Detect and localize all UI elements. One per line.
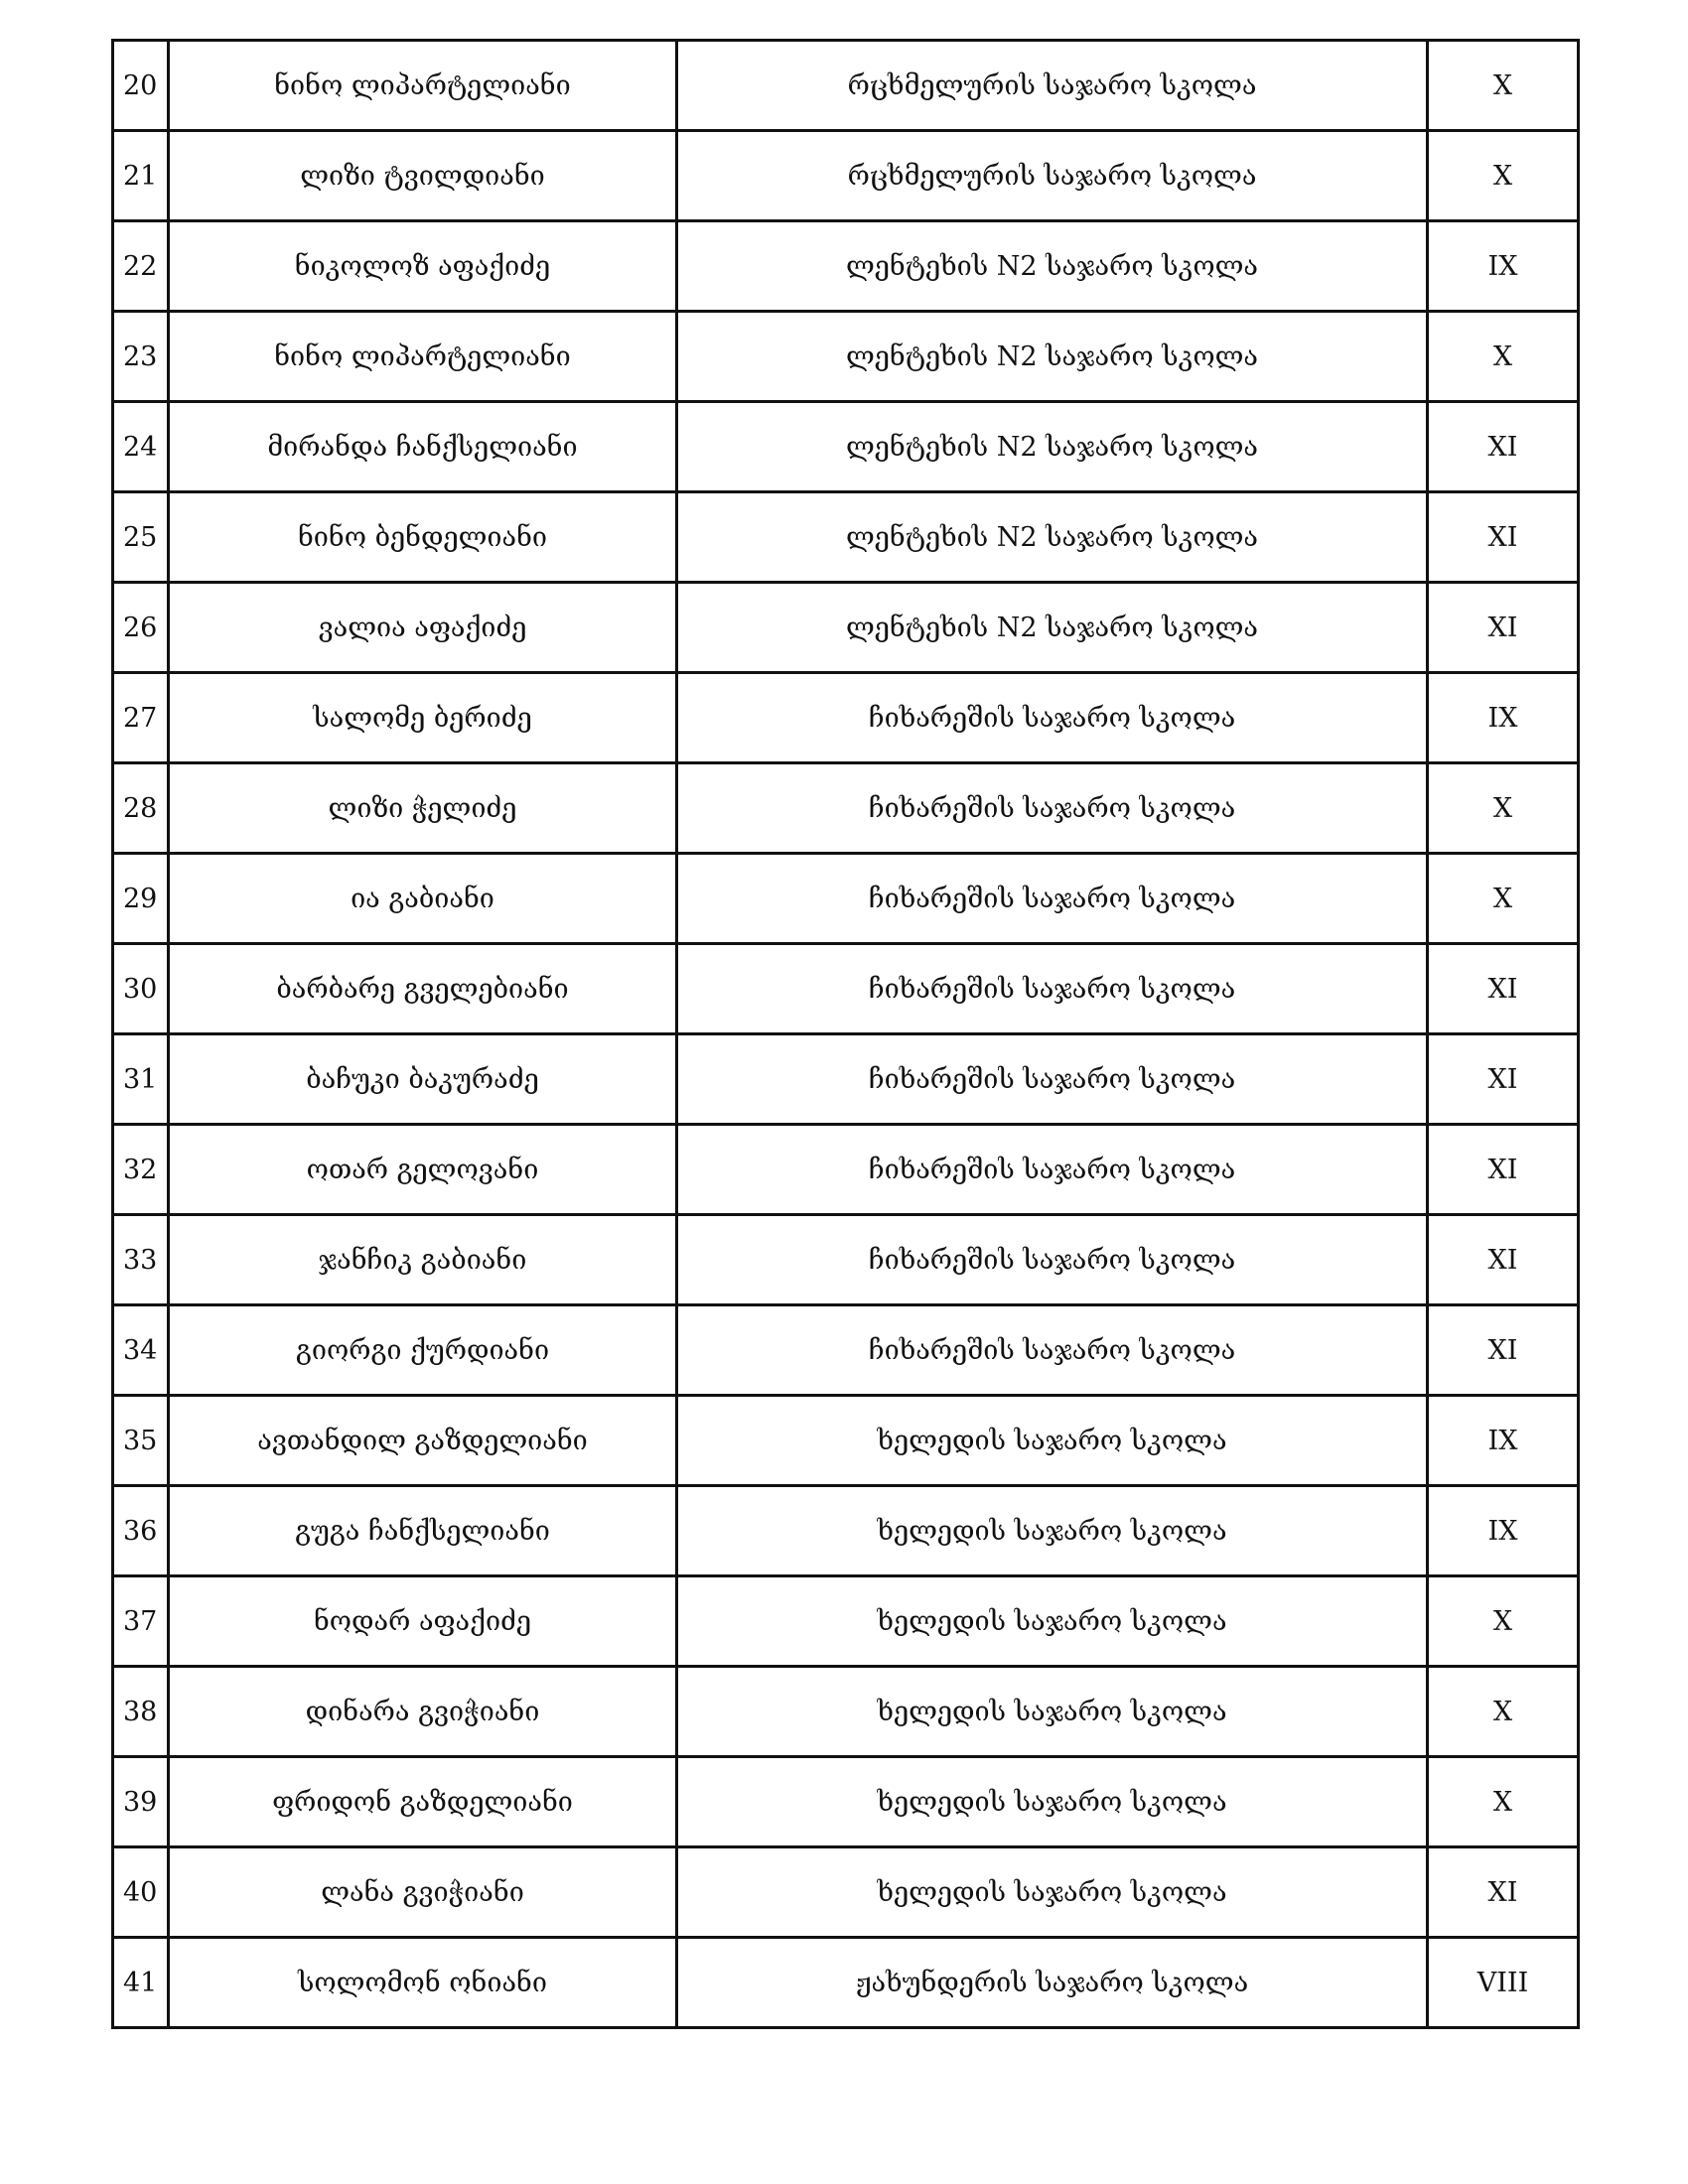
table-row xyxy=(113,1215,1579,1305)
table-row xyxy=(113,402,1579,492)
grade-cell: XI xyxy=(1428,492,1579,583)
table-row xyxy=(113,1847,1579,1938)
row-number-cell: 40 xyxy=(113,1847,169,1938)
row-number-cell: 28 xyxy=(113,763,169,854)
row-number-cell: 22 xyxy=(113,221,169,312)
school-name-cell: ჩიხარეშის საჯარო სკოლა xyxy=(677,944,1428,1034)
student-name-cell: ლანა გვიჭიანი xyxy=(169,1847,677,1938)
student-name-cell: ნოდარ აფაქიძე xyxy=(169,1576,677,1667)
row-number-cell: 31 xyxy=(113,1034,169,1125)
grade-cell: X xyxy=(1428,854,1579,944)
student-name-cell: სალომე ბერიძე xyxy=(169,673,677,763)
table-row xyxy=(113,763,1579,854)
student-name-cell: გუგა ჩანქსელიანი xyxy=(169,1486,677,1576)
table-row xyxy=(113,492,1579,583)
school-name-cell: ლენტეხის N2 საჯარო სკოლა xyxy=(677,402,1428,492)
row-number-cell: 25 xyxy=(113,492,169,583)
table-row xyxy=(113,312,1579,402)
row-number-cell: 36 xyxy=(113,1486,169,1576)
school-name-cell: ჩიხარეშის საჯარო სკოლა xyxy=(677,854,1428,944)
student-name-cell: ვალია აფაქიძე xyxy=(169,583,677,673)
student-name-cell: ლიზი ტვილდიანი xyxy=(169,131,677,221)
row-number-cell: 21 xyxy=(113,131,169,221)
school-name-cell: ხელედის საჯარო სკოლა xyxy=(677,1847,1428,1938)
school-name-cell: რცხმელურის საჯარო სკოლა xyxy=(677,131,1428,221)
school-name-cell: ლენტეხის N2 საჯარო სკოლა xyxy=(677,583,1428,673)
row-number-cell: 39 xyxy=(113,1757,169,1847)
row-number-cell: 24 xyxy=(113,402,169,492)
student-name-cell: ნინო ბენდელიანი xyxy=(169,492,677,583)
table-row xyxy=(113,1667,1579,1757)
school-name-cell: ხელედის საჯარო სკოლა xyxy=(677,1667,1428,1757)
student-name-cell: ლიზი ჭელიძე xyxy=(169,763,677,854)
school-name-cell: ჩიხარეშის საჯარო სკოლა xyxy=(677,763,1428,854)
grade-cell: IX xyxy=(1428,1486,1579,1576)
student-name-cell: ოთარ გელოვანი xyxy=(169,1125,677,1215)
grade-cell: X xyxy=(1428,1757,1579,1847)
school-name-cell: ჩიხარეშის საჯარო სკოლა xyxy=(677,673,1428,763)
student-name-cell: ბაჩუკი ბაკურაძე xyxy=(169,1034,677,1125)
participants-table-body xyxy=(113,41,1579,2028)
grade-cell: XI xyxy=(1428,1125,1579,1215)
row-number-cell: 30 xyxy=(113,944,169,1034)
row-number-cell: 20 xyxy=(113,41,169,131)
school-name-cell: ხელედის საჯარო სკოლა xyxy=(677,1576,1428,1667)
grade-cell: XI xyxy=(1428,944,1579,1034)
school-name-cell: ჩიხარეშის საჯარო სკოლა xyxy=(677,1125,1428,1215)
grade-cell: X xyxy=(1428,41,1579,131)
school-name-cell: ხელედის საჯარო სკოლა xyxy=(677,1486,1428,1576)
grade-cell: IX xyxy=(1428,221,1579,312)
grade-cell: XI xyxy=(1428,402,1579,492)
table-row xyxy=(113,673,1579,763)
row-number-cell: 34 xyxy=(113,1305,169,1396)
row-number-cell: 41 xyxy=(113,1938,169,2028)
grade-cell: XI xyxy=(1428,1215,1579,1305)
row-number-cell: 23 xyxy=(113,312,169,402)
student-name-cell: ბარბარე გველებიანი xyxy=(169,944,677,1034)
student-name-cell: დინარა გვიჭიანი xyxy=(169,1667,677,1757)
school-name-cell: ხელედის საჯარო სკოლა xyxy=(677,1396,1428,1486)
grade-cell: XI xyxy=(1428,1847,1579,1938)
school-name-cell: ლენტეხის N2 საჯარო სკოლა xyxy=(677,221,1428,312)
document-page xyxy=(111,39,1577,2029)
student-name-cell: მირანდა ჩანქსელიანი xyxy=(169,402,677,492)
row-number-cell: 37 xyxy=(113,1576,169,1667)
school-name-cell: ჩიხარეშის საჯარო სკოლა xyxy=(677,1034,1428,1125)
table-row xyxy=(113,1938,1579,2028)
row-number-cell: 27 xyxy=(113,673,169,763)
student-name-cell: ფრიდონ გაზდელიანი xyxy=(169,1757,677,1847)
participants-table xyxy=(111,39,1580,2029)
grade-cell: XI xyxy=(1428,1034,1579,1125)
student-name-cell: ნიკოლოზ აფაქიძე xyxy=(169,221,677,312)
grade-cell: XI xyxy=(1428,583,1579,673)
table-row xyxy=(113,1396,1579,1486)
student-name-cell: სოლომონ ონიანი xyxy=(169,1938,677,2028)
school-name-cell: ხელედის საჯარო სკოლა xyxy=(677,1757,1428,1847)
school-name-cell: ჩიხარეშის საჯარო სკოლა xyxy=(677,1215,1428,1305)
student-name-cell: ია გაბიანი xyxy=(169,854,677,944)
table-row xyxy=(113,41,1579,131)
student-name-cell: ნინო ლიპარტელიანი xyxy=(169,41,677,131)
grade-cell: X xyxy=(1428,312,1579,402)
school-name-cell: ლენტეხის N2 საჯარო სკოლა xyxy=(677,312,1428,402)
row-number-cell: 38 xyxy=(113,1667,169,1757)
row-number-cell: 35 xyxy=(113,1396,169,1486)
grade-cell: X xyxy=(1428,1667,1579,1757)
table-row xyxy=(113,854,1579,944)
table-row xyxy=(113,1576,1579,1667)
school-name-cell: ჟახუნდერის საჯარო სკოლა xyxy=(677,1938,1428,2028)
grade-cell: IX xyxy=(1428,1396,1579,1486)
table-row xyxy=(113,1486,1579,1576)
student-name-cell: ავთანდილ გაზდელიანი xyxy=(169,1396,677,1486)
student-name-cell: ნინო ლიპარტელიანი xyxy=(169,312,677,402)
table-row xyxy=(113,1305,1579,1396)
table-row xyxy=(113,1125,1579,1215)
grade-cell: X xyxy=(1428,131,1579,221)
table-row xyxy=(113,583,1579,673)
table-row xyxy=(113,221,1579,312)
grade-cell: X xyxy=(1428,1576,1579,1667)
row-number-cell: 29 xyxy=(113,854,169,944)
grade-cell: IX xyxy=(1428,673,1579,763)
school-name-cell: ჩიხარეშის საჯარო სკოლა xyxy=(677,1305,1428,1396)
student-name-cell: ჯანჩიკ გაბიანი xyxy=(169,1215,677,1305)
school-name-cell: ლენტეხის N2 საჯარო სკოლა xyxy=(677,492,1428,583)
row-number-cell: 33 xyxy=(113,1215,169,1305)
grade-cell: XI xyxy=(1428,1305,1579,1396)
row-number-cell: 26 xyxy=(113,583,169,673)
grade-cell: X xyxy=(1428,763,1579,854)
table-row xyxy=(113,1034,1579,1125)
row-number-cell: 32 xyxy=(113,1125,169,1215)
table-row xyxy=(113,944,1579,1034)
table-row xyxy=(113,1757,1579,1847)
grade-cell: VIII xyxy=(1428,1938,1579,2028)
student-name-cell: გიორგი ქურდიანი xyxy=(169,1305,677,1396)
school-name-cell: რცხმელურის საჯარო სკოლა xyxy=(677,41,1428,131)
table-row xyxy=(113,131,1579,221)
